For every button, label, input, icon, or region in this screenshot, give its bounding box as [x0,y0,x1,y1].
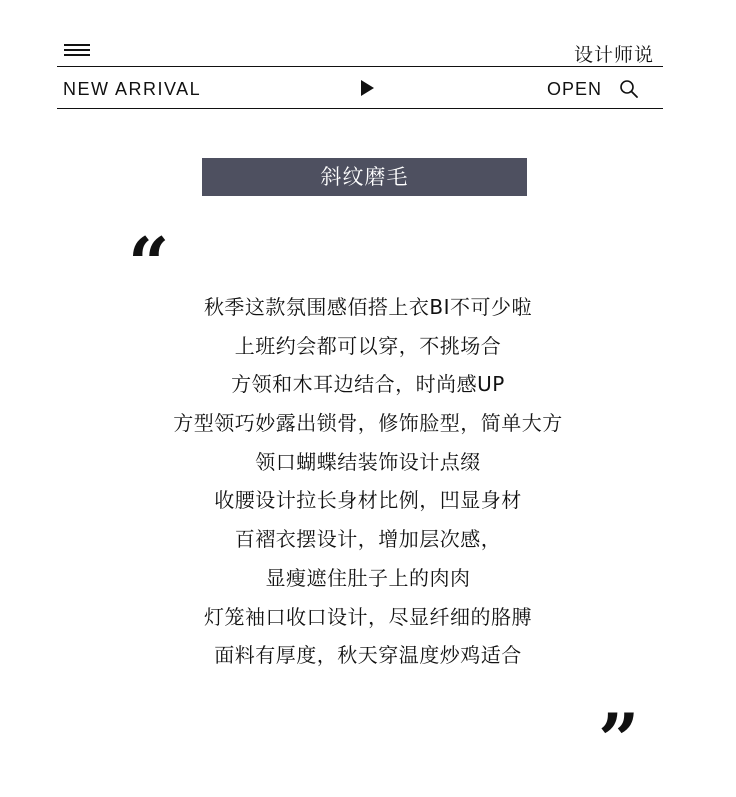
description-line: 上班约会都可以穿，不挑场合 [234,333,502,358]
description-list [0,288,736,675]
description-line: 显瘦遮住肚子上的肉肉 [265,565,471,590]
top-bar [58,38,662,66]
description-line: 百褶衣摆设计，增加层次感， [234,527,502,552]
description-line: 方领和木耳边结合，时尚感UP [231,372,505,397]
open-button[interactable]: OPEN [547,79,603,99]
description-line: 方型领巧妙露出锁骨，修饰脸型，简单大方 [173,411,563,436]
section-title: 设计师说 [573,44,654,66]
hamburger-menu-icon[interactable] [64,44,90,58]
close-quote-mark: ” [598,697,640,782]
description-line: 面料有厚度，秋天穿温度炒鸡适合 [214,643,522,668]
description-line: 灯笼袖口收口设计，尽显纤细的胳膊 [204,604,532,629]
open-quote-mark: “ [128,221,170,306]
search-icon[interactable] [619,79,639,99]
title-banner: 斜纹磨毛 [202,158,527,196]
description-line: 领口蝴蝶结装饰设计点缀 [255,449,481,474]
new-arrival-label[interactable]: NEW ARRIVAL [63,79,202,99]
description-line: 收腰设计拉长身材比例，凹显身材 [214,488,522,513]
nav-row [57,67,663,108]
description-line: 秋季这款氛围感佰搭上衣BI不可少啦 [203,295,533,319]
bottom-divider [57,108,663,109]
play-icon[interactable] [361,80,374,96]
